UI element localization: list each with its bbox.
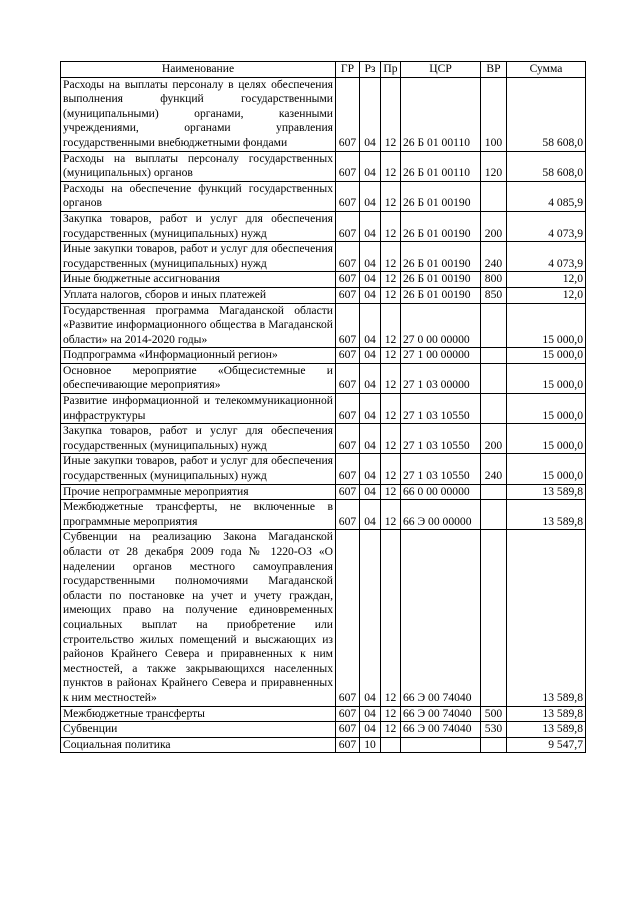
header-row bbox=[61, 62, 586, 78]
table-row bbox=[61, 706, 586, 722]
budget-document-page bbox=[60, 61, 585, 753]
row-vr: 200 bbox=[481, 211, 507, 241]
row-vr: 120 bbox=[481, 151, 507, 181]
row-gr: 607 bbox=[336, 242, 360, 272]
row-csr: 66 0 00 00000 bbox=[401, 484, 481, 500]
row-pr: 12 bbox=[381, 530, 401, 706]
table-row bbox=[61, 287, 586, 303]
row-rz: 04 bbox=[360, 151, 381, 181]
row-vr bbox=[481, 348, 507, 364]
row-name: Расходы на выплаты персоналу государственных (муниципальных) органов bbox=[61, 151, 336, 181]
row-sum: 9 547,7 bbox=[507, 737, 586, 753]
row-rz: 04 bbox=[360, 348, 381, 364]
row-name: Социальная политика bbox=[61, 737, 336, 753]
row-sum: 4 073,9 bbox=[507, 242, 586, 272]
row-rz: 04 bbox=[360, 394, 381, 424]
row-gr: 607 bbox=[336, 484, 360, 500]
table-row bbox=[61, 303, 586, 348]
row-gr: 607 bbox=[336, 151, 360, 181]
row-vr: 240 bbox=[481, 454, 507, 484]
row-name: Основное мероприятие «Общесистемные и обеспечивающие мероприятия» bbox=[61, 363, 336, 393]
row-csr: 26 Б 01 00110 bbox=[401, 77, 481, 151]
row-rz: 04 bbox=[360, 287, 381, 303]
row-sum: 58 608,0 bbox=[507, 151, 586, 181]
row-gr: 607 bbox=[336, 706, 360, 722]
row-gr: 607 bbox=[336, 424, 360, 454]
row-csr: 27 0 00 00000 bbox=[401, 303, 481, 348]
row-gr: 607 bbox=[336, 211, 360, 241]
row-rz: 04 bbox=[360, 530, 381, 706]
row-vr: 850 bbox=[481, 287, 507, 303]
header-name: Наименование bbox=[61, 62, 336, 78]
row-rz: 04 bbox=[360, 454, 381, 484]
row-rz: 10 bbox=[360, 737, 381, 753]
row-sum: 13 589,8 bbox=[507, 530, 586, 706]
row-pr: 12 bbox=[381, 272, 401, 288]
row-rz: 04 bbox=[360, 722, 381, 738]
row-sum: 15 000,0 bbox=[507, 303, 586, 348]
header-rz: Рз bbox=[360, 62, 381, 78]
row-vr bbox=[481, 394, 507, 424]
row-name: Субвенции на реализацию Закона Магаданской области от 28 декабря 2009 года № 1220-ОЗ «О наделении органов местного самоуправления государственными полномочиями Магаданской области по постановке на учет и учету граждан, имеющих право на получение единовременных социальных выплат на приобретение или строительство жилых помещений и высжающих из районов Крайнего Севера и приравненных к ним местностей, а также закрывающихся населенных пунктов в районах Крайнего Севера и приравненных к ним местностей» bbox=[61, 530, 336, 706]
row-name: Межбюджетные трансферты, не включенные в программные мероприятия bbox=[61, 500, 336, 530]
row-csr: 66 Э 00 00000 bbox=[401, 500, 481, 530]
header-gr: ГР bbox=[336, 62, 360, 78]
row-vr: 800 bbox=[481, 272, 507, 288]
row-gr: 607 bbox=[336, 394, 360, 424]
row-name: Субвенции bbox=[61, 722, 336, 738]
row-name: Закупка товаров, работ и услуг для обеспечения государственных (муниципальных) нужд bbox=[61, 424, 336, 454]
row-rz: 04 bbox=[360, 363, 381, 393]
row-name: Прочие непрограммные мероприятия bbox=[61, 484, 336, 500]
budget-table bbox=[60, 61, 586, 753]
row-pr: 12 bbox=[381, 706, 401, 722]
row-vr bbox=[481, 500, 507, 530]
row-pr: 12 bbox=[381, 303, 401, 348]
row-vr: 100 bbox=[481, 77, 507, 151]
table-row bbox=[61, 454, 586, 484]
row-name: Иные закупки товаров, работ и услуг для обеспечения государственных (муниципальных) нужд bbox=[61, 242, 336, 272]
row-rz: 04 bbox=[360, 272, 381, 288]
row-gr: 607 bbox=[336, 737, 360, 753]
header-csr: ЦСР bbox=[401, 62, 481, 78]
row-gr: 607 bbox=[336, 363, 360, 393]
row-pr: 12 bbox=[381, 454, 401, 484]
row-gr: 607 bbox=[336, 303, 360, 348]
row-gr: 607 bbox=[336, 500, 360, 530]
row-sum: 15 000,0 bbox=[507, 363, 586, 393]
row-csr: 26 Б 01 00110 bbox=[401, 151, 481, 181]
row-vr: 500 bbox=[481, 706, 507, 722]
row-sum: 4 085,9 bbox=[507, 181, 586, 211]
row-rz: 04 bbox=[360, 77, 381, 151]
row-pr: 12 bbox=[381, 363, 401, 393]
row-rz: 04 bbox=[360, 484, 381, 500]
row-sum: 13 589,8 bbox=[507, 706, 586, 722]
table-row bbox=[61, 348, 586, 364]
row-sum: 15 000,0 bbox=[507, 424, 586, 454]
table-row bbox=[61, 77, 586, 151]
row-sum: 58 608,0 bbox=[507, 77, 586, 151]
row-vr bbox=[481, 303, 507, 348]
row-pr: 12 bbox=[381, 77, 401, 151]
table-row bbox=[61, 242, 586, 272]
row-csr: 66 Э 00 74040 bbox=[401, 706, 481, 722]
row-csr: 66 Э 00 74040 bbox=[401, 722, 481, 738]
row-vr: 530 bbox=[481, 722, 507, 738]
row-vr: 240 bbox=[481, 242, 507, 272]
row-rz: 04 bbox=[360, 211, 381, 241]
table-row bbox=[61, 484, 586, 500]
row-csr: 26 Б 01 00190 bbox=[401, 272, 481, 288]
row-pr: 12 bbox=[381, 151, 401, 181]
row-rz: 04 bbox=[360, 181, 381, 211]
row-rz: 04 bbox=[360, 303, 381, 348]
row-pr: 12 bbox=[381, 722, 401, 738]
row-name: Закупка товаров, работ и услуг для обеспечения государственных (муниципальных) нужд bbox=[61, 211, 336, 241]
row-csr: 26 Б 01 00190 bbox=[401, 242, 481, 272]
row-name: Государственная программа Магаданской области «Развитие информационного общества в Магаданской области» на 2014-2020 годы» bbox=[61, 303, 336, 348]
row-sum: 13 589,8 bbox=[507, 722, 586, 738]
row-sum: 12,0 bbox=[507, 287, 586, 303]
row-sum: 4 073,9 bbox=[507, 211, 586, 241]
row-sum: 12,0 bbox=[507, 272, 586, 288]
table-row bbox=[61, 151, 586, 181]
row-csr: 26 Б 01 00190 bbox=[401, 287, 481, 303]
row-name: Межбюджетные трансферты bbox=[61, 706, 336, 722]
row-rz: 04 bbox=[360, 424, 381, 454]
table-row bbox=[61, 500, 586, 530]
row-pr: 12 bbox=[381, 348, 401, 364]
row-gr: 607 bbox=[336, 722, 360, 738]
header-sum: Сумма bbox=[507, 62, 586, 78]
row-name: Иные закупки товаров, работ и услуг для обеспечения государственных (муниципальных) нужд bbox=[61, 454, 336, 484]
row-gr: 607 bbox=[336, 272, 360, 288]
table-row bbox=[61, 424, 586, 454]
row-sum: 13 589,8 bbox=[507, 484, 586, 500]
row-pr: 12 bbox=[381, 394, 401, 424]
row-name: Уплата налогов, сборов и иных платежей bbox=[61, 287, 336, 303]
row-rz: 04 bbox=[360, 242, 381, 272]
header-vr: ВР bbox=[481, 62, 507, 78]
row-name: Иные бюджетные ассигнования bbox=[61, 272, 336, 288]
row-pr bbox=[381, 737, 401, 753]
row-vr bbox=[481, 363, 507, 393]
row-csr: 27 1 03 10550 bbox=[401, 424, 481, 454]
row-pr: 12 bbox=[381, 181, 401, 211]
row-name: Развитие информационной и телекоммуникационной инфраструктуры bbox=[61, 394, 336, 424]
table-row bbox=[61, 530, 586, 706]
row-vr bbox=[481, 530, 507, 706]
row-name: Подпрограмма «Информационный регион» bbox=[61, 348, 336, 364]
row-pr: 12 bbox=[381, 287, 401, 303]
row-gr: 607 bbox=[336, 348, 360, 364]
row-sum: 15 000,0 bbox=[507, 348, 586, 364]
table-body bbox=[61, 77, 586, 753]
table-header bbox=[61, 62, 586, 78]
row-gr: 607 bbox=[336, 287, 360, 303]
row-vr: 200 bbox=[481, 424, 507, 454]
table-row bbox=[61, 181, 586, 211]
row-csr bbox=[401, 737, 481, 753]
table-row bbox=[61, 363, 586, 393]
table-row bbox=[61, 722, 586, 738]
row-vr bbox=[481, 484, 507, 500]
row-pr: 12 bbox=[381, 424, 401, 454]
row-pr: 12 bbox=[381, 500, 401, 530]
table-row bbox=[61, 272, 586, 288]
row-name: Расходы на обеспечение функций государственных органов bbox=[61, 181, 336, 211]
row-vr bbox=[481, 737, 507, 753]
table-row bbox=[61, 394, 586, 424]
row-gr: 607 bbox=[336, 530, 360, 706]
row-csr: 66 Э 00 74040 bbox=[401, 530, 481, 706]
row-csr: 27 1 03 10550 bbox=[401, 454, 481, 484]
row-rz: 04 bbox=[360, 706, 381, 722]
row-vr bbox=[481, 181, 507, 211]
row-sum: 15 000,0 bbox=[507, 454, 586, 484]
row-csr: 27 1 03 10550 bbox=[401, 394, 481, 424]
row-pr: 12 bbox=[381, 211, 401, 241]
row-csr: 26 Б 01 00190 bbox=[401, 211, 481, 241]
row-csr: 27 1 03 00000 bbox=[401, 363, 481, 393]
row-csr: 26 Б 01 00190 bbox=[401, 181, 481, 211]
row-pr: 12 bbox=[381, 242, 401, 272]
row-rz: 04 bbox=[360, 500, 381, 530]
row-name: Расходы на выплаты персоналу в целях обеспечения выполнения функций государственными (муниципальными) органами, казенными учреждениями, органами управления государственными внебюджетными фондами bbox=[61, 77, 336, 151]
row-gr: 607 bbox=[336, 77, 360, 151]
table-row bbox=[61, 737, 586, 753]
table-row bbox=[61, 211, 586, 241]
row-pr: 12 bbox=[381, 484, 401, 500]
row-gr: 607 bbox=[336, 454, 360, 484]
header-pr: Пр bbox=[381, 62, 401, 78]
row-sum: 15 000,0 bbox=[507, 394, 586, 424]
row-sum: 13 589,8 bbox=[507, 500, 586, 530]
row-gr: 607 bbox=[336, 181, 360, 211]
row-csr: 27 1 00 00000 bbox=[401, 348, 481, 364]
